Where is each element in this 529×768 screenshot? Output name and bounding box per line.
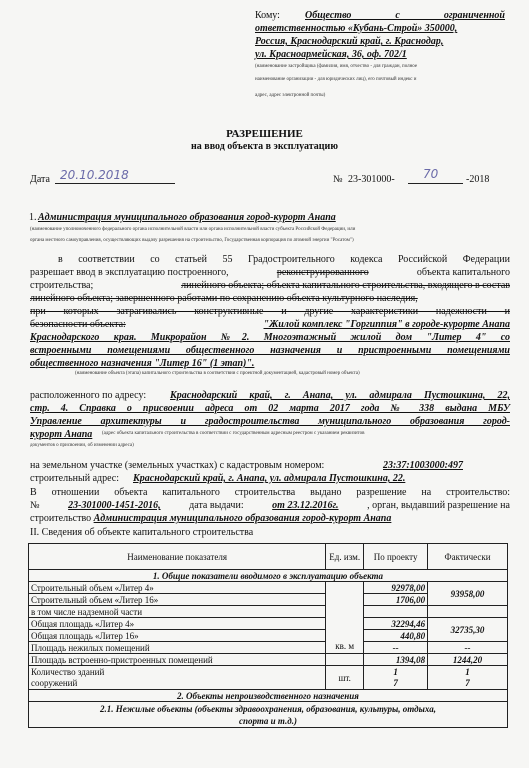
count-plan: [364, 666, 428, 690]
recipient-label: Кому:: [255, 10, 280, 21]
row-name: Строительный объем «Литер 4»: [29, 582, 326, 594]
table-row: [29, 606, 508, 618]
page-title: РАЗРЕШЕНИЕ: [226, 128, 303, 140]
indicators-table: [28, 543, 508, 728]
row-unit: [326, 654, 364, 666]
row-plan: 1706,00: [364, 594, 428, 606]
number-underline: [408, 183, 463, 184]
count-plan-1: 1: [393, 666, 398, 677]
body-line-3-start: строительства;: [30, 280, 94, 291]
table-header-row: [29, 544, 508, 570]
address-note-a: (адрес объекта капитального строительства в соответствии с государственным адресным реестром с указанием реквизитов: [102, 431, 365, 436]
page-subtitle: на ввод объекта в эксплуатацию: [191, 141, 338, 152]
recipient-line-1: Общество с ограниченной: [305, 10, 505, 21]
number-value: 70: [423, 167, 439, 181]
body-line-4: линейного объекта; завершенного работами по сохранению объекта культурного наследия,: [30, 293, 418, 304]
row-fact: [428, 606, 508, 618]
object-line-2: Краснодарского края. Микрорайон №2. Многоэтажный жилой дом "Литер 4" со: [30, 332, 510, 343]
body-line-2-strike: реконструированного: [276, 267, 369, 278]
table-row: [29, 582, 508, 594]
address-line-3: Управление архитектуры и градостроительства муниципального образования город-: [30, 416, 510, 427]
group-2-title: 2. Объекты непроизводственного назначения: [29, 690, 508, 702]
row-fact: 93958,00: [428, 582, 508, 606]
permit-date-label: дата выдачи:: [189, 500, 244, 511]
row-plan: 1394,08: [364, 654, 428, 666]
body-line-2-end: объекта капитального: [416, 267, 510, 278]
row-name: в том числе надземной части: [29, 606, 326, 618]
recipient-line-3: Россия, Краснодарский край, г. Краснодар,: [255, 36, 444, 47]
header-name: Наименование показателя: [29, 544, 326, 570]
body-line-6-strike: безопасности объекта:: [30, 319, 126, 330]
row-name: Площадь встроенно-пристроенных помещений: [29, 654, 326, 666]
permit-org-label: , орган, выдавший разрешение на: [367, 500, 510, 511]
object-line-3: встроенными помещениями общественного назначения и пристроенными помещениями: [30, 345, 510, 356]
table-group-row: [29, 702, 508, 728]
permit-2-label: строительство: [30, 513, 92, 524]
permit-no: 23-301000-1451-2016,: [68, 500, 161, 511]
row-plan: 92978,00: [364, 582, 428, 594]
count-name-1: Количество зданий: [31, 666, 105, 677]
permit-line-3: [30, 513, 391, 524]
land-cadastre: 23:37:1003000:497: [383, 460, 463, 471]
date-label: Дата: [30, 174, 50, 185]
permit-line-2: [30, 500, 510, 511]
land-label: на земельном участке (земельных участках) с кадастровым номером:: [30, 460, 325, 471]
row-fact: --: [428, 642, 508, 654]
body-line-3: [30, 280, 510, 291]
count-unit: шт.: [326, 666, 364, 690]
count-fact-1: 1: [465, 666, 470, 677]
number-prefix: 23-301000-: [348, 174, 395, 185]
address-line-4: курорт Анапа: [30, 429, 93, 440]
number-label: №: [333, 174, 343, 185]
row-fact: 1244,20: [428, 654, 508, 666]
date-value: 20.10.2018: [60, 168, 129, 182]
body-line-5: при которых затрагивались конструктивные и другие характеристики надежности и: [30, 306, 510, 317]
issuer-name: Администрация муниципального образования город-курорт Анапа: [38, 212, 336, 223]
body-line-2-start: разрешает ввод в эксплуатацию построенного,: [30, 267, 229, 278]
table-group-row: [29, 570, 508, 582]
row-plan: --: [364, 642, 428, 654]
issuer-note-1: (наименование уполномоченного федерального органа исполнительной власти или органа исполнительной власти субъекта Российской Федерации, или: [30, 227, 356, 232]
address-note-b: документов о присвоении, об изменении адреса): [30, 443, 134, 448]
row-plan: 32294,46: [364, 618, 428, 630]
body-line-2: [30, 267, 510, 278]
header-fact: Фактически: [428, 544, 508, 570]
group-21-line-2: спорта и т.д.): [239, 715, 297, 726]
object-line-1: "Жилой комплекс "Горгиппия" в городе-курорте Анапа: [263, 319, 510, 330]
header-unit: Ед. изм.: [326, 544, 364, 570]
group-21-title: [29, 702, 508, 728]
date-underline: [55, 183, 175, 184]
group-21-line-1: 2.1. Нежилые объекты (объекты здравоохранения, образования, культуры, отдыха,: [100, 703, 436, 714]
row-name: Площадь нежилых помещений: [29, 642, 326, 654]
address-label: расположенного по адресу:: [30, 390, 147, 401]
header-plan: По проекту: [364, 544, 428, 570]
count-fact-2: 7: [465, 677, 470, 688]
issuer-num: 1.: [29, 212, 37, 223]
permit-org: Администрация муниципального образования город-курорт Анапа: [93, 513, 392, 524]
count-fact: [428, 666, 508, 690]
section-2-title: II. Сведения об объекте капитального строительства: [30, 527, 254, 538]
recipient-line-2: ответственностью «Кубань-Строй» 350000,: [255, 23, 458, 34]
build-address-label: строительный адрес:: [30, 473, 119, 484]
permit-line-1: В отношении объекта капитального строительства выдано разрешение на строительство:: [30, 487, 510, 498]
body-line-6: [30, 319, 510, 330]
recipient-note-1: (наименование застройщика (фамилия, имя, отчество - для граждан, полное: [255, 64, 418, 69]
table-row: [29, 618, 508, 630]
table-row: [29, 666, 508, 690]
recipient-note-2: наименование организации - для юридических лиц), его почтовый индекс и: [255, 77, 417, 82]
row-unit: кв. м: [326, 582, 364, 654]
body-line-3-strike: линейного объекта; объекта капитального строительства, входящего в состав: [181, 280, 510, 291]
object-line-4: общественного назначения "Литер 16" (1 этап)".: [30, 358, 255, 369]
count-name: [29, 666, 326, 690]
object-note: (наименование объекта (этапа) капитального строительства в соответствии с проектной документацией, кадастровый номер объекта): [75, 371, 360, 376]
table-row: [29, 654, 508, 666]
issuer-note-2: органа местного самоуправления, осуществляющих выдачу разрешения на строительство, Государственная корпорация по атомной энергии "Росатом"): [30, 238, 354, 243]
count-name-2: сооружений: [31, 677, 78, 688]
row-name: Общая площадь «Литер 16»: [29, 630, 326, 642]
address-line-1: Краснодарский край, г. Анапа, ул. адмирала Пустошкина, 22,: [170, 390, 510, 401]
row-plan: [364, 606, 428, 618]
recipient-line-4: ул. Красноармейская, 36, оф. 702/1: [255, 49, 407, 60]
row-plan: 440,80: [364, 630, 428, 642]
recipient-note-3: адрес, адрес электронной почты): [255, 93, 326, 98]
group-1-title: 1. Общие показатели вводимого в эксплуатацию объекта: [29, 570, 508, 582]
row-name: Строительный объем «Литер 16»: [29, 594, 326, 606]
address-line-2: стр. 4. Справка о присвоении адреса от 02 марта 2017 года № 338 выдана МБУ: [30, 403, 510, 414]
table-group-row: [29, 690, 508, 702]
build-address: Краснодарский край, г. Анапа, ул. адмирала Пустошкина, 22.: [133, 473, 406, 484]
row-name: Общая площадь «Литер 4»: [29, 618, 326, 630]
count-plan-2: 7: [393, 677, 398, 688]
row-fact: 32735,30: [428, 618, 508, 642]
permit-date: от 23.12.2016г.: [272, 500, 339, 511]
body-line-1: в соответствии со статьей 55 Градостроительного кодекса Российской Федерации: [58, 254, 510, 265]
table-row: [29, 642, 508, 654]
number-suffix: -2018: [466, 174, 490, 185]
permit-no-label: №: [30, 500, 40, 511]
